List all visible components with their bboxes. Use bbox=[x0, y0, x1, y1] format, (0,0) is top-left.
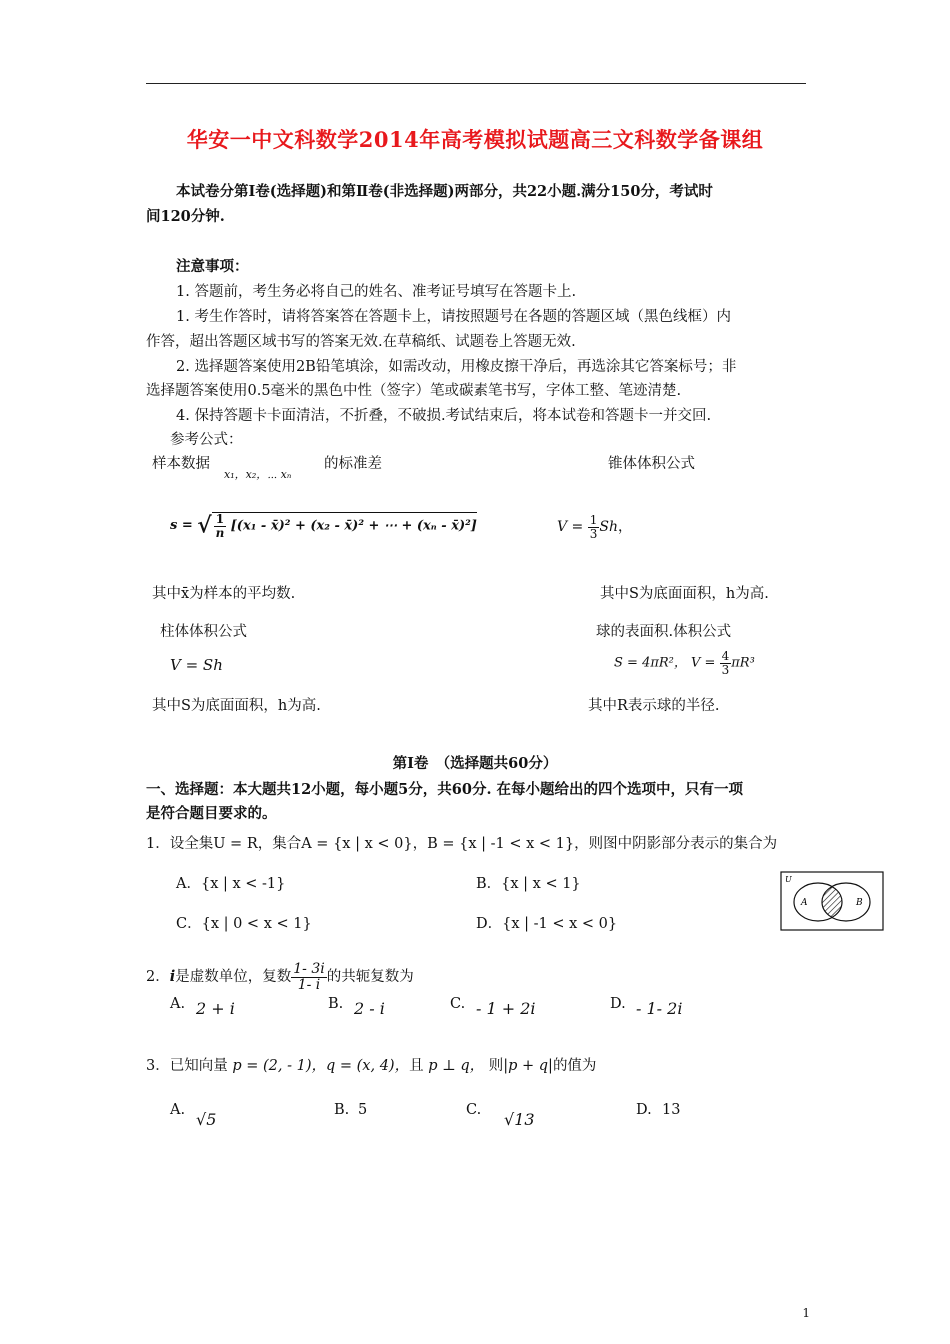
sample-vars: x₁，x₂，⋯ xₙ bbox=[224, 468, 292, 481]
q1-option-d: D．{x | -1 < x < 0} bbox=[476, 916, 618, 932]
q2-option-b-letter: B. bbox=[328, 996, 344, 1012]
prism-formula: V = Sh bbox=[170, 656, 223, 674]
intro-line-1: 本试卷分第Ⅰ卷(选择题)和第Ⅱ卷(非选择题)两部分，共22小题.满分150分，考试时 bbox=[176, 183, 713, 200]
q2-option-c-value: - 1 + 2i bbox=[476, 999, 536, 1018]
sample-label: 样本数据 bbox=[152, 456, 210, 472]
page-number: 1 bbox=[802, 1306, 810, 1320]
q3-stem-mid: 且 bbox=[409, 1058, 424, 1074]
sphere-volume-tail: πR³ bbox=[731, 655, 755, 671]
q2-stem-i: i bbox=[169, 968, 176, 986]
q2-stem-suffix: 的共轭复数为 bbox=[326, 969, 414, 986]
q1-option-b: B．{x | x < 1} bbox=[476, 876, 581, 892]
q3-option-a-value: √5 bbox=[196, 1110, 217, 1129]
mean-note: 其中x̄为样本的平均数. bbox=[152, 586, 296, 602]
q3-option-b-letter: B. bbox=[334, 1102, 350, 1118]
cone-formula-v: V = bbox=[557, 519, 588, 536]
q3-option-d-letter: D. bbox=[636, 1102, 652, 1118]
q3-option-d-value: 13 bbox=[662, 1102, 681, 1118]
q2-option-a-letter: A. bbox=[170, 996, 186, 1012]
venn-label-u: U bbox=[785, 875, 792, 884]
four-thirds: $\frac{4}{3}$ bbox=[721, 649, 730, 677]
q2-option-b-value: 2 - i bbox=[354, 999, 385, 1018]
cone-note: 其中S为底面面积，h为高. bbox=[600, 586, 769, 602]
sphere-label: 球的表面积.体积公式 bbox=[596, 624, 732, 640]
header-rule bbox=[146, 83, 806, 84]
q3-p-def: p = (2, - 1)， bbox=[232, 1058, 326, 1074]
std-formula-body: [(x₁ - x̄)² + (x₂ - x̄)² + ⋯ + (xₙ - x̄)²] bbox=[230, 518, 477, 534]
q2-stem-mid: 是虚数单位，复数 bbox=[175, 969, 292, 986]
q2-stem bbox=[146, 962, 414, 992]
q3-perp: p ⊥ q， bbox=[428, 1058, 485, 1074]
q3-stem bbox=[146, 1054, 596, 1075]
q1-option-a: A．{x | x < -1} bbox=[176, 876, 286, 892]
q2-option-c-letter: C. bbox=[450, 996, 466, 1012]
exam-title: 华安一中文科数学2014年高考模拟试题高三文科数学备课组 bbox=[186, 127, 764, 152]
q2-stem-prefix: 2． bbox=[146, 969, 170, 986]
venn-diagram bbox=[780, 871, 884, 931]
sample-suffix: 的标准差 bbox=[324, 456, 382, 472]
prism-note: 其中S为底面面积，h为高. bbox=[152, 698, 321, 714]
q1-stem: 1．设全集U = R，集合A = {x | x < 0}，B = {x | -1 < x < 1}，则图中阴影部分表示的集合为 bbox=[146, 836, 778, 852]
notice-item: 1. 考生作答时，请将答案答在答题卡上，请按照题号在各题的答题区域（黑色线框）内 bbox=[176, 309, 731, 325]
notice-item: 4. 保持答题卡卡面清洁，不折叠，不破损.考试结束后，将本试卷和答题卡一并交回. bbox=[176, 408, 712, 424]
formula-heading: 参考公式： bbox=[170, 432, 243, 448]
std-formula-left: s = bbox=[170, 518, 193, 534]
notice-item: 2. 选择题答案使用2B铅笔填涂，如需改动，用橡皮擦干净后，再选涂其它答案标号；非 bbox=[176, 359, 737, 375]
venn-label-a: A bbox=[801, 898, 808, 908]
q2-frac-num: 1- 3i bbox=[293, 961, 325, 977]
notice-heading: 注意事项： bbox=[176, 258, 249, 275]
std-formula bbox=[170, 512, 477, 539]
q3-option-c-value: √13 bbox=[504, 1110, 535, 1129]
q3-q-def: q = (x, 4)， bbox=[326, 1058, 410, 1074]
q3-option-b-value: 5 bbox=[358, 1102, 368, 1118]
notice-item: 选择题答案使用0.5毫米的黑色中性（签字）笔或碳素笔书写，字体工整、笔迹清楚. bbox=[146, 383, 682, 399]
q3-option-a-letter: A. bbox=[170, 1102, 186, 1118]
prism-label: 柱体体积公式 bbox=[160, 624, 247, 640]
q1-option-c: C．{x | 0 < x < 1} bbox=[176, 916, 312, 932]
notice-item: 作答，超出答题区域书写的答案无效.在草稿纸、试题卷上答题无效. bbox=[146, 334, 576, 350]
intro-line-2: 间120分钟. bbox=[146, 208, 225, 225]
cone-formula-tail: Sh bbox=[599, 519, 618, 536]
q2-fraction bbox=[291, 962, 326, 992]
q3-stem-prefix: 3．已知向量 bbox=[146, 1058, 228, 1074]
one-third: $\frac{1}{3}$ bbox=[589, 513, 598, 541]
sphere-formula: S = 4πR²， V = $\frac{4}{3}$ πR³ bbox=[614, 649, 755, 677]
q3-stem-then: 则 bbox=[488, 1058, 504, 1074]
section-heading: 第Ⅰ卷 （选择题共60分） bbox=[392, 755, 558, 772]
q2-option-a-value: 2 + i bbox=[196, 999, 235, 1018]
sqrt-radicand bbox=[212, 512, 477, 539]
venn-label-b: B bbox=[856, 898, 863, 908]
q3-stem-suffix: 的值为 bbox=[552, 1058, 597, 1074]
one-over-n: $\frac{1}{n}$ bbox=[215, 512, 225, 540]
notice-item: 1. 答题前，考生务必将自己的姓名、准考证号填写在答题卡上. bbox=[176, 284, 577, 300]
sphere-area: S = 4πR²， bbox=[614, 655, 687, 671]
q2-frac-den: 1- i bbox=[297, 976, 321, 993]
q3-magnitude: |p + q| bbox=[503, 1058, 553, 1074]
q3-option-c-letter: C. bbox=[466, 1102, 482, 1118]
q2-option-d-letter: D. bbox=[610, 996, 626, 1012]
section-instruction-1: 一、选择题：本大题共12小题，每小题5分，共60分. 在每小题给出的四个选项中，只有一项 bbox=[146, 781, 744, 798]
cone-formula bbox=[557, 514, 632, 540]
cone-comma: ， bbox=[618, 519, 632, 536]
cone-label: 锥体体积公式 bbox=[608, 456, 695, 472]
sphere-note: 其中R表示球的半径. bbox=[588, 698, 720, 714]
section-instruction-2: 是符合题目要求的。 bbox=[146, 805, 277, 822]
sqrt-icon: √ bbox=[197, 512, 212, 539]
q2-option-d-value: - 1- 2i bbox=[636, 999, 683, 1018]
